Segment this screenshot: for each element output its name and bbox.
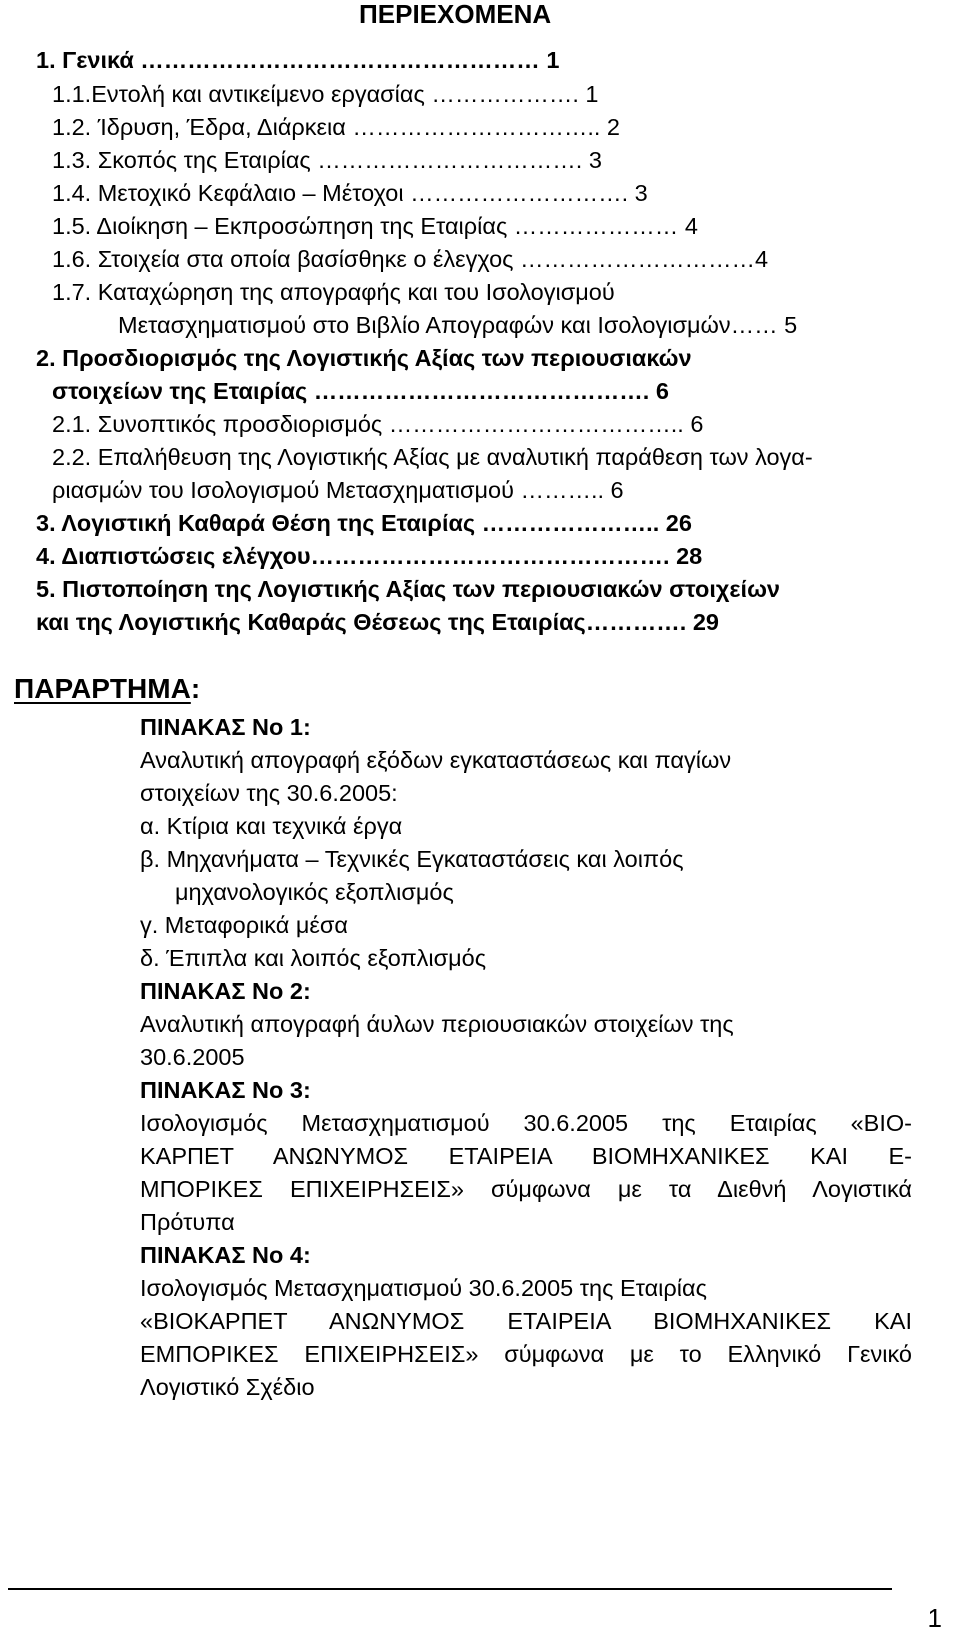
toc-entry-1-7-cont: Μετασχηματισμού στο Βιβλίο Απογραφών και Ισολογισμών…… 5 bbox=[118, 312, 798, 338]
table-1-desc: Αναλυτική απογραφή εξόδων εγκαταστάσεως και παγίων bbox=[140, 747, 732, 773]
toc-entry-1-4: 1.4. Μετοχικό Κεφάλαιο – Μέτοχοι ………………………. 3 bbox=[52, 180, 648, 206]
toc-entry-1-1: 1.1.Εντολή και αντικείμενο εργασίας ………………. 1 bbox=[52, 81, 599, 107]
toc-entry-5-cont: και της Λογιστικής Καθαράς Θέσεως της Εταιρίας…………. 29 bbox=[36, 609, 719, 635]
toc-entry-2-2: 2.2. Επαλήθευση της Λογιστικής Αξίας με αναλυτική παράθεση των λογα- bbox=[52, 444, 813, 470]
page-number: 1 bbox=[927, 1603, 942, 1633]
toc-entry-1: 1. Γενικά …………………………………………… 1 bbox=[36, 47, 560, 73]
table-4-desc-line-4: Λογιστικό Σχέδιο bbox=[140, 1374, 315, 1400]
toc-entry-2-2-cont: ριασμών του Ισολογισμού Μετασχηματισμού ……….. 6 bbox=[52, 477, 624, 503]
table-3-desc-line-2: ΚΑΡΠΕΤ ΑΝΩΝΥΜΟΣ ΕΤΑΙΡΕΙΑ ΒΙΟΜΗΧΑΝΙΚΕΣ ΚΑΙ Ε- bbox=[140, 1143, 912, 1169]
table-1-desc-cont: στοιχείων της 30.6.2005: bbox=[140, 780, 398, 806]
table-1-item-b: β. Μηχανήματα – Τεχνικές Εγκαταστάσεις και λοιπός bbox=[140, 846, 684, 872]
toc-entry-1-3: 1.3. Σκοπός της Εταιρίας ……………………………. 3 bbox=[52, 147, 602, 173]
table-2-title: ΠΙΝΑΚΑΣ Νο 2: bbox=[140, 978, 311, 1004]
table-4-desc-line-1: Ισολογισμός Μετασχηματισμού 30.6.2005 της Εταιρίας bbox=[140, 1275, 707, 1301]
table-4-desc-line-2: «ΒΙΟΚΑΡΠΕΤ ΑΝΩΝΥΜΟΣ ΕΤΑΙΡΕΙΑ ΒΙΟΜΗΧΑΝΙΚΕΣ ΚΑΙ bbox=[140, 1308, 912, 1334]
toc-entry-5: 5. Πιστοποίηση της Λογιστικής Αξίας των περιουσιακών στοιχείων bbox=[36, 576, 780, 602]
table-3-title: ΠΙΝΑΚΑΣ Νο 3: bbox=[140, 1077, 311, 1103]
toc-entry-2: 2. Προσδιορισμός της Λογιστικής Αξίας των περιουσιακών bbox=[36, 345, 692, 371]
table-2-desc: Αναλυτική απογραφή άυλων περιουσιακών στοιχείων της bbox=[140, 1011, 734, 1037]
table-3-desc-line-3: ΜΠΟΡΙΚΕΣ ΕΠΙΧΕΙΡΗΣΕΙΣ» σύμφωνα με τα Διεθνή Λογιστικά bbox=[140, 1176, 912, 1202]
appendix-heading-text: ΠΑΡΑΡΤΗΜΑ bbox=[14, 673, 191, 704]
toc-entry-1-2: 1.2. Ίδρυση, Έδρα, Διάρκεια ………………………….. 2 bbox=[52, 114, 620, 140]
table-4-title: ΠΙΝΑΚΑΣ Νο 4: bbox=[140, 1242, 311, 1268]
toc-entry-2-1: 2.1. Συνοπτικός προσδιορισμός ……………………………….. 6 bbox=[52, 411, 704, 437]
toc-entry-1-7: 1.7. Καταχώρηση της απογραφής και του Ισολογισμού bbox=[52, 279, 615, 305]
table-3-desc-line-4: Πρότυπα bbox=[140, 1209, 235, 1235]
table-1-item-b-cont: μηχανολογικός εξοπλισμός bbox=[175, 879, 454, 905]
toc-heading: ΠΕΡΙΕΧΟΜΕΝΑ bbox=[359, 0, 552, 29]
table-1-item-a: α. Κτίρια και τεχνικά έργα bbox=[140, 813, 403, 839]
toc-entry-1-5: 1.5. Διοίκηση – Εκπροσώπηση της Εταιρίας ………………… 4 bbox=[52, 213, 698, 239]
table-1-item-c: γ. Μεταφορικά μέσα bbox=[140, 912, 348, 938]
toc-entry-1-6: 1.6. Στοιχεία στα οποία βασίσθηκε ο έλεγχος …………………………4 bbox=[52, 246, 769, 272]
footer-rule bbox=[8, 1588, 892, 1590]
table-3-desc-line-1: Ισολογισμός Μετασχηματισμού 30.6.2005 της Εταιρίας «ΒΙΟ- bbox=[140, 1110, 912, 1136]
table-1-title: ΠΙΝΑΚΑΣ Νο 1: bbox=[140, 714, 311, 740]
toc-entry-3: 3. Λογιστική Καθαρά Θέση της Εταιρίας ………………….. 26 bbox=[36, 510, 692, 536]
toc-entry-4: 4. Διαπιστώσεις ελέγχου………………………………………. 28 bbox=[36, 543, 703, 569]
appendix-heading-colon: : bbox=[190, 673, 201, 704]
toc-entry-2-cont: στοιχείων της Εταιρίας ……………………………………. 6 bbox=[52, 378, 669, 404]
table-2-desc-cont: 30.6.2005 bbox=[140, 1044, 245, 1070]
table-1-item-d: δ. Έπιπλα και λοιπός εξοπλισμός bbox=[140, 945, 487, 971]
table-4-desc-line-3: ΕΜΠΟΡΙΚΕΣ ΕΠΙΧΕΙΡΗΣΕΙΣ» σύμφωνα με το Ελληνικό Γενικό bbox=[140, 1341, 912, 1367]
appendix-heading bbox=[14, 672, 200, 705]
